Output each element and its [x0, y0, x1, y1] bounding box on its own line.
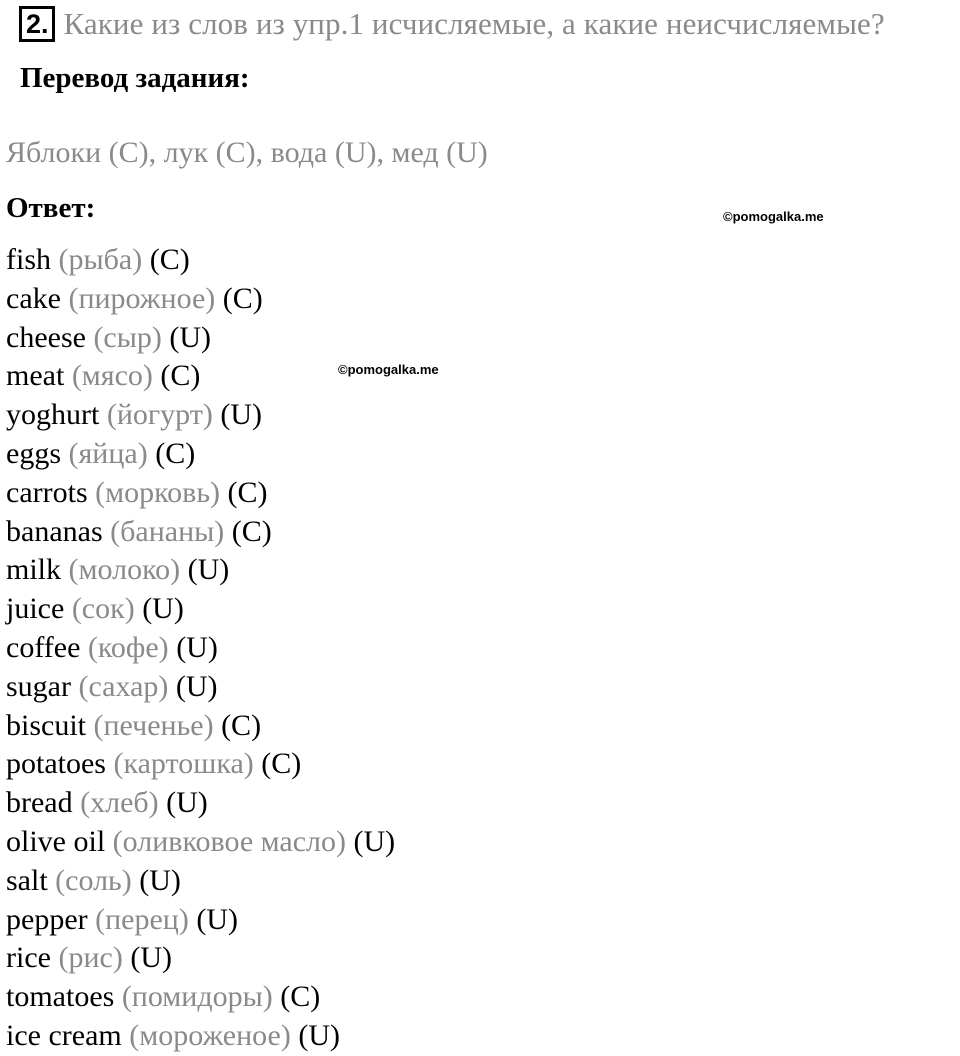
countability-mark: (C) [155, 436, 196, 470]
english-word: bananas [6, 514, 103, 548]
countability-mark: (U) [166, 786, 208, 820]
countability-mark: (U) [187, 553, 230, 587]
english-word: pepper [6, 902, 88, 936]
russian-translation: (перец) [95, 902, 189, 936]
english-word: fish [6, 243, 51, 276]
russian-translation: (кофе) [87, 630, 169, 664]
countability-mark: (U) [353, 824, 396, 858]
russian-translation: (рис) [58, 941, 123, 975]
answer-heading: Ответ: [6, 192, 96, 224]
countability-mark: (C) [261, 747, 302, 781]
russian-translation: (мороженое) [129, 1018, 291, 1052]
russian-translation: (соль) [55, 863, 132, 897]
list-item [6, 978, 395, 1017]
russian-translation: (мясо) [71, 359, 153, 393]
countability-mark: (C) [149, 243, 190, 276]
russian-translation: (сахар) [78, 669, 169, 703]
list-item [6, 939, 395, 978]
russian-translation: (пирожное) [68, 281, 216, 315]
countability-mark: (C) [231, 514, 272, 548]
list-item [6, 396, 395, 435]
task-question: Какие из слов из упр.1 исчисляемые, а какие неисчисляемые? [63, 6, 885, 41]
english-word: biscuit [6, 708, 86, 742]
english-word: potatoes [6, 747, 106, 781]
list-item [6, 357, 395, 396]
english-word: tomatoes [6, 980, 115, 1014]
english-word: sugar [6, 669, 71, 703]
list-item [6, 745, 395, 784]
countability-mark: (U) [139, 863, 181, 897]
russian-translation: (йогурт) [106, 398, 213, 432]
russian-translation: (хлеб) [80, 786, 159, 820]
english-word: juice [6, 592, 65, 626]
list-item [6, 435, 395, 474]
english-word: milk [6, 553, 62, 587]
countability-mark: (U) [176, 630, 218, 664]
countability-mark: (U) [196, 902, 239, 936]
english-word: olive oil [6, 824, 106, 858]
english-word: cake [6, 281, 61, 315]
list-item [6, 513, 395, 552]
russian-translation: (бананы) [110, 514, 225, 548]
list-item [6, 901, 395, 940]
countability-mark: (C) [221, 708, 262, 742]
list-item [6, 862, 395, 901]
task-number-box: 2. [19, 6, 55, 42]
list-item [6, 551, 395, 590]
russian-translation: (рыба) [58, 243, 143, 276]
english-word: ice cream [6, 1018, 122, 1052]
list-item [6, 241, 395, 280]
list-item [6, 474, 395, 513]
list-item [6, 707, 395, 746]
english-word: salt [6, 863, 48, 897]
english-word: bread [6, 786, 73, 820]
english-word: coffee [6, 630, 81, 664]
countability-mark: (C) [160, 359, 201, 393]
russian-translation: (сыр) [93, 320, 162, 354]
english-word: meat [6, 359, 65, 393]
translation-heading: Перевод задания: [20, 62, 250, 94]
english-word: carrots [6, 475, 88, 509]
russian-translation: (молоко) [68, 553, 181, 587]
russian-translation: (печенье) [93, 708, 214, 742]
countability-mark: (U) [220, 398, 263, 432]
english-word: eggs [6, 436, 61, 470]
list-item [6, 629, 395, 668]
countability-mark: (U) [130, 941, 172, 975]
list-item [6, 590, 395, 629]
countability-mark: (U) [169, 320, 212, 354]
list-item [6, 280, 395, 319]
russian-translation: (оливковое масло) [112, 824, 347, 858]
russian-translation: (помидоры) [121, 980, 273, 1014]
english-word: yoghurt [6, 398, 100, 432]
list-item [6, 668, 395, 707]
word-list [6, 241, 395, 1056]
countability-mark: (U) [298, 1018, 341, 1052]
watermark: ©pomogalka.me [723, 209, 824, 224]
translation-text: Яблоки (С), лук (С), вода (U), мед (U) [6, 136, 488, 169]
list-item [6, 319, 395, 358]
countability-mark: (C) [280, 980, 321, 1014]
english-word: cheese [6, 320, 86, 354]
task-line [19, 4, 885, 44]
russian-translation: (яйца) [68, 436, 148, 470]
countability-mark: (C) [222, 281, 263, 315]
list-item [6, 784, 395, 823]
watermark: ©pomogalka.me [338, 362, 439, 377]
russian-translation: (морковь) [95, 475, 220, 509]
list-item [6, 823, 395, 862]
list-item [6, 1017, 395, 1056]
russian-translation: (картошка) [113, 747, 254, 781]
countability-mark: (U) [175, 669, 218, 703]
countability-mark: (U) [142, 592, 184, 626]
countability-mark: (C) [227, 475, 268, 509]
russian-translation: (сок) [71, 592, 135, 626]
english-word: rice [6, 941, 51, 975]
